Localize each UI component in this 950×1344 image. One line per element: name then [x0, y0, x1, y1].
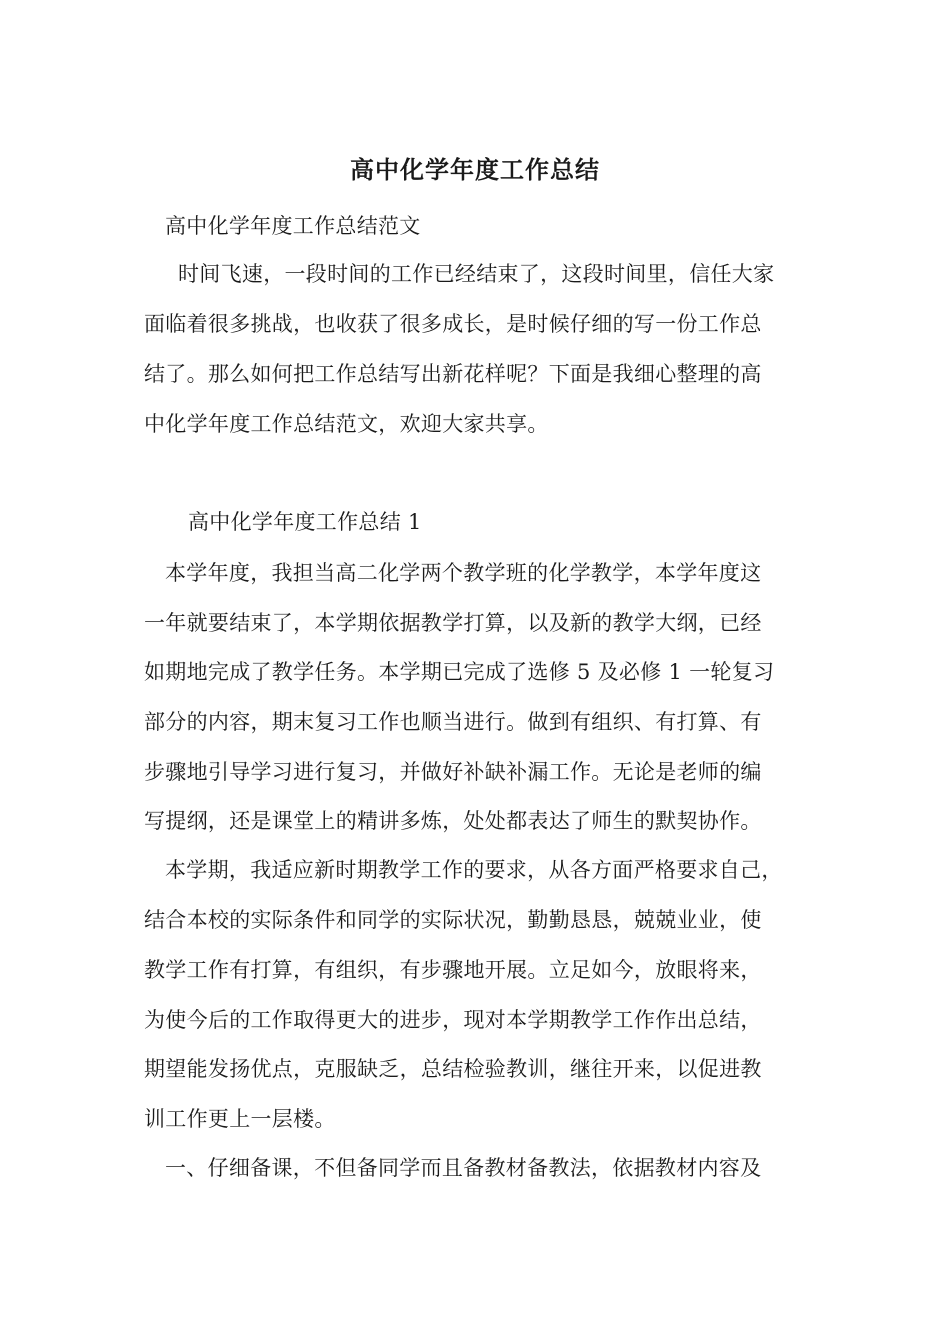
intro-line: 结了。那么如何把工作总结写出新花样呢？下面是我细心整理的高	[144, 362, 762, 386]
intro-line: 面临着很多挑战，也收获了很多成长，是时候仔细的写一份工作总	[144, 312, 762, 336]
paragraph2-line: 本学期，我适应新时期教学工作的要求，从各方面严格要求自己，	[165, 858, 783, 882]
section-heading: 高中化学年度工作总结 1	[188, 510, 422, 534]
paragraph1-line: 一年就要结束了，本学期依据教学打算，以及新的教学大纲，已经	[144, 611, 762, 635]
paragraph2-line: 训工作更上一层楼。	[144, 1107, 336, 1131]
paragraph2-line: 教学工作有打算，有组织，有步骤地开展。立足如今，放眼将来，	[144, 958, 762, 982]
intro-line: 中化学年度工作总结范文，欢迎大家共享。	[144, 412, 549, 436]
paragraph1-line: 步骤地引导学习进行复习，并做好补缺补漏工作。无论是老师的编	[144, 760, 762, 784]
paragraph1-line: 如期地完成了教学任务。本学期已完成了选修 5 及必修 1 一轮复习	[144, 660, 775, 684]
paragraph1-line: 写提纲，还是课堂上的精讲多炼，处处都表达了师生的默契协作。	[144, 809, 762, 833]
paragraph3-line: 一、仔细备课，不但备同学而且备教材备教法，依据教材内容及	[165, 1156, 762, 1180]
paragraph1-line: 部分的内容，期末复习工作也顺当进行。做到有组织、有打算、有	[144, 710, 762, 734]
paragraph1-line: 本学年度，我担当高二化学两个教学班的化学教学，本学年度这	[165, 561, 762, 585]
paragraph2-line: 期望能发扬优点，克服缺乏，总结检验教训，继往开来，以促进教	[144, 1057, 762, 1081]
paragraph2-line: 为使今后的工作取得更大的进步，现对本学期教学工作作出总结，	[144, 1008, 762, 1032]
document-subtitle: 高中化学年度工作总结范文	[165, 214, 421, 238]
paragraph2-line: 结合本校的实际条件和同学的实际状况，勤勤恳恳，兢兢业业，使	[144, 908, 762, 932]
intro-line: 时间飞速，一段时间的工作已经结束了，这段时间里，信任大家	[178, 262, 775, 286]
document-title: 高中化学年度工作总结	[350, 155, 600, 184]
